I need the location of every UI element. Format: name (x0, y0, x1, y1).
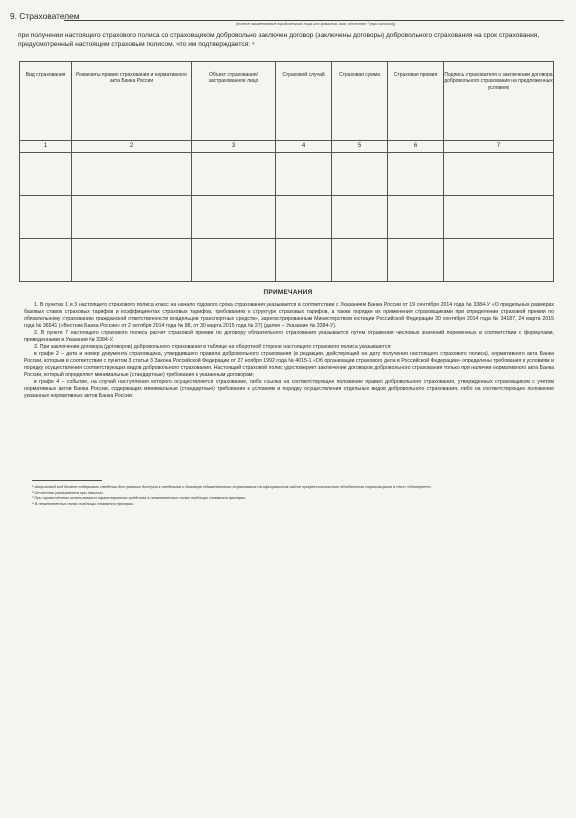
empty-cell (72, 239, 192, 282)
empty-cell (20, 239, 72, 282)
column-number: 6 (388, 141, 444, 153)
footnote: ¹ Штриховой код должен содержать сведения для прямого доступа к сведениям о договоре обязательного страхования на официальном сайте профессионального объединения страховщиков в сети «Интернет». (32, 484, 433, 489)
empty-cell (276, 196, 332, 239)
empty-cell (20, 153, 72, 196)
empty-cell (388, 196, 444, 239)
empty-cell (192, 196, 276, 239)
empty-cell (332, 239, 388, 282)
column-number: 1 (20, 141, 72, 153)
empty-cell (388, 239, 444, 282)
table-row (20, 153, 554, 196)
footnote: ⁴ В незаполненных полях таблицы ставятся прочерки. (32, 500, 135, 506)
empty-cell (388, 153, 444, 196)
notes-body (24, 302, 554, 400)
note-paragraph: 1. В пунктах 1 и 3 настоящего страхового полиса класс на начало годового срока страхования указывается в соответствии с Указанием Банка России от 19 сентября 2014 года № 3384-У «О предельных размерах базовых ставок страховых тарифов и коэффициентах страховых тарифов, требованиях к структуре страховых тарифов, а также порядке их применения страховщиками при определении страховой премии по обязательному страхованию гражданской ответственности владельцев транспортных средств», зарегистрированным Министерством юстиции Российской Федерации 30 сентября 2014 года № 34187, 24 марта 2015 года № 36541 («Вестник Банка России» от 2 октября 2014 года № 88, от 30 марта 2015 года № 27) (далее – Указание № 3384-У). (24, 302, 554, 329)
policyholder-underline (64, 20, 564, 21)
empty-cell (276, 153, 332, 196)
footnote: ² Отчество указывается при наличии. (32, 489, 104, 495)
column-number: 5 (332, 141, 388, 153)
footnotes (32, 484, 552, 506)
empty-cell (72, 153, 192, 196)
intro-text: при получении настоящего страхового полиса со страховщиком добровольно заключен договор (заключены договоры) добровольного страхования на срок страхования, предусмотренный настоящим страховым полисом, что им подтверждается: ⁴ (18, 32, 540, 48)
security-border-pattern (567, 15, 575, 815)
table-header-row (20, 62, 554, 141)
insurance-table (19, 61, 554, 282)
table-row (20, 196, 554, 239)
empty-cell (444, 239, 554, 282)
empty-cell (20, 196, 72, 239)
column-number: 7 (444, 141, 554, 153)
empty-cell (444, 196, 554, 239)
empty-cell (192, 153, 276, 196)
note-paragraph: в графе 4 – событие, на случай наступления которого осуществляется страхование, либо ссылка на соответствующее положение правил добровольного страхования, утвержденных страховщиком с учетом нормативных актов Банка России, содержащих минимальные (стандартные) требования к условиям и порядку осуществления отдельных видов добровольного страхования, либо на соответствующее положение указанных нормативных актов Банка России. (24, 379, 554, 399)
policyholder-label: 9. Страхователем (10, 11, 80, 21)
notes-title: ПРИМЕЧАНИЯ (263, 289, 313, 296)
note-paragraph: 2. В пункте 7 настоящего страхового полиса расчет страховой премии по договору обязательного страхования указывается путем отражения числовых значений переменных в соответствии с формулами, приведенными в Указании № 3384-У. (24, 330, 554, 343)
column-number: 2 (72, 141, 192, 153)
empty-cell (72, 196, 192, 239)
table-header-cell: Страховая премия (388, 62, 444, 141)
footnote-divider (32, 480, 102, 481)
empty-cell (192, 239, 276, 282)
column-number: 4 (276, 141, 332, 153)
table-number-row (20, 141, 554, 153)
table-header-cell: Страховая сумма (332, 62, 388, 141)
note-paragraph: в графе 2 – дата и номер документа страховщика, утвердившего правила добровольного страхования (в редакции, действующей на дату получения настоящего страхового полиса), нормативного акта Банка России, которым в соответствии с пунктом 3 статьи 3 Закона Российской Федерации от 27 ноября 1992 года № 4015-1 «Об организации страхового дела в Российской Федерации» определены требования к условиям и порядку осуществления соответствующих видов добровольного страхования. Настоящий страховой полис удостоверяет заключение договоров добровольного страхования только при наличии нормативного акта Банка России, который определяет минимальные (стандартные) требования к указанным договорам; (24, 351, 554, 378)
empty-cell (444, 153, 554, 196)
column-number: 3 (192, 141, 276, 153)
table-row (20, 239, 554, 282)
policyholder-hint: (полное наименование юридического лица или фамилия, имя, отчество ³ (при наличии)) (236, 22, 396, 26)
table-header-cell: Подпись страхователя о заключении договора добровольного страхования на предложенных условиях (444, 62, 554, 141)
note-paragraph: 3. При заключении договора (договоров) добровольного страхования в таблице на оборотной стороне настоящего страхового полиса указываются: (34, 344, 392, 350)
table-header-cell: Реквизиты правил страхования и нормативного акта Банка России (72, 62, 192, 141)
empty-cell (332, 153, 388, 196)
empty-cell (276, 239, 332, 282)
table-header-cell: Вид страхования (20, 62, 72, 141)
footnote: ³ При ограниченном использовании транспортного средства в незаполненных полях таблицы ставятся прочерки. (32, 495, 247, 501)
table-header-cell: Объект страхования/ застрахованное лицо (192, 62, 276, 141)
table-header-cell: Страховой случай (276, 62, 332, 141)
empty-cell (332, 196, 388, 239)
